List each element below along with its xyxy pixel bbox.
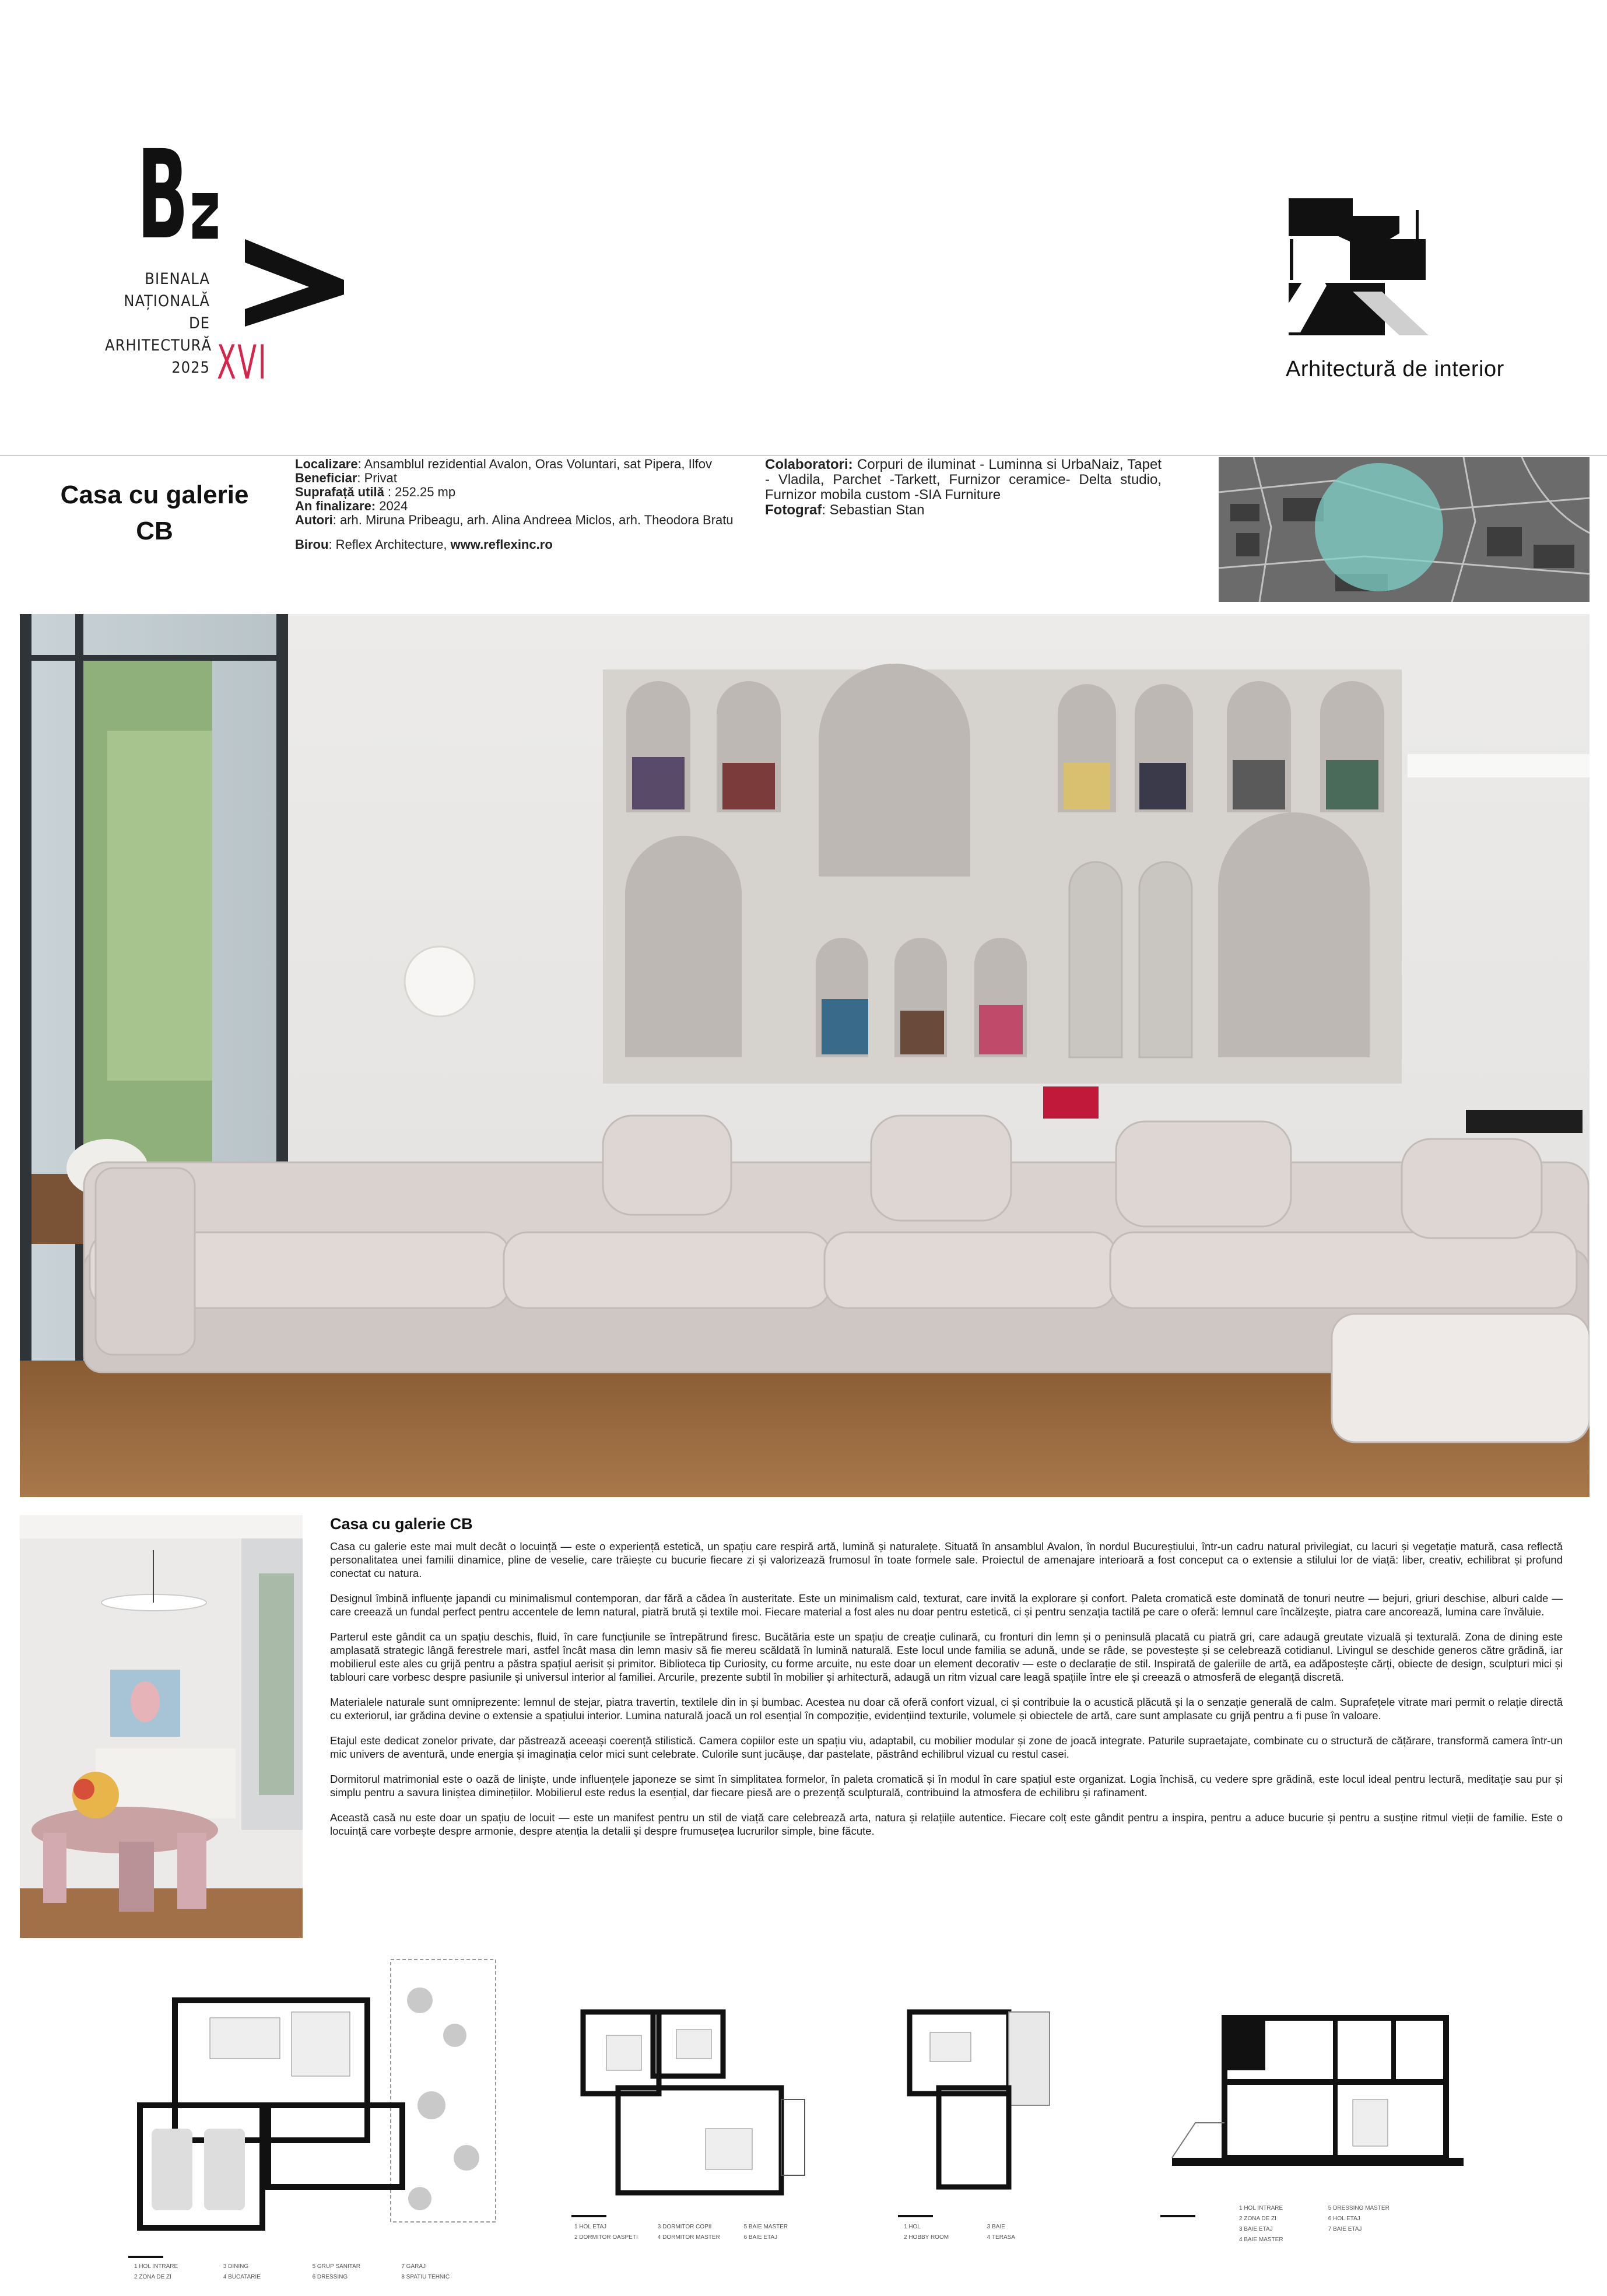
legend-item: 1 HOL INTRARE — [134, 2263, 178, 2270]
description-paragraph: Casa cu galerie este mai mult decât o locuință — este o experiență estetică, un spațiu care respiră artă, lumină și naturalețe. Situată în ansamblul Avalon, în nordul Bucureștiului, într-un cadru natural privilegiat, cu lacuri și vegetație matură, casa reflectă personalitatea unei familii dinamice, pline de veselie, care trăiește cu bucurie fiecare zi și valorizează frumosul în toate formele sale. Proiectul de amenajare interioară a fost conceput ca o extensie a stilului lor de viață: liber, creativ, echilibrat și profund conectat cu natura. — [330, 1540, 1563, 1579]
legend-item: 5 DRESSING MASTER — [1328, 2205, 1390, 2211]
header-divider — [0, 455, 1607, 456]
legend-item: 8 SPATIU TEHNIC — [401, 2274, 450, 2280]
dining-room-photo — [20, 1515, 303, 1938]
legend-item: 4 TERASA — [987, 2234, 1015, 2241]
office-label: Birou — [295, 537, 329, 552]
biennale-line: BIENALA — [145, 270, 210, 288]
legend-item: 6 DRESSING — [312, 2274, 348, 2280]
legend-item: 5 GRUP SANITAR — [312, 2263, 360, 2270]
legend-item: 6 HOL ETAJ — [1328, 2216, 1360, 2222]
area-value: : 252.25 mp — [384, 485, 456, 499]
living-room-photo — [20, 614, 1590, 1497]
biennale-line: ARHITECTURĂ — [105, 336, 212, 355]
project-title-line: Casa cu galerie — [60, 481, 249, 509]
project-title — [47, 477, 262, 549]
attic-floor-plan — [898, 2000, 1073, 2222]
legend-item: 2 ZONA DE ZI — [134, 2274, 171, 2280]
collaborators-label: Colaboratori: — [765, 457, 853, 472]
area-label: Suprafață utilă — [295, 485, 384, 499]
edition-number: XVI — [217, 335, 268, 390]
legend-item: 6 BAIE ETAJ — [743, 2234, 778, 2241]
legend-item: 1 HOL INTRARE — [1239, 2205, 1283, 2211]
credits-info — [765, 457, 1162, 518]
location-value: : Ansamblul rezidential Avalon, Oras Voluntari, sat Pipera, Ilfov — [357, 457, 712, 471]
year-label: An finalizare: — [295, 499, 376, 513]
section-legend — [1239, 2203, 1426, 2245]
legend-item: 1 HOL ETAJ — [574, 2224, 607, 2230]
legend-item: 3 DORMITOR COPII — [657, 2224, 712, 2230]
description-paragraph: Designul îmbină influențe japandi cu minimalismul contemporan, dar fără a cădea în austeritate. Este un minimalism cald, texturat, care invită la explorare și confort. Paleta cromatică este dominată de tonuri neutre — bejuri, griuri deschise, alburi calde — care creează un fundal perfect pentru accentele de lemn natural, piatră brută și textile moi. Fiecare material a fost ales nu doar pentru estetică, ci și pentru senzația tactilă pe care o oferă: lemnul care încălzește, piatra care ancorează, lumina care învăluie. — [330, 1592, 1563, 1618]
authors-value: : arh. Miruna Pribeagu, arh. Alina Andreea Miclos, arh. Theodora Bratu — [332, 513, 734, 527]
biennale-line: 2025 — [171, 359, 210, 377]
legend-item: 3 DINING — [223, 2263, 249, 2270]
logo-letter-a-mark — [245, 227, 344, 327]
project-title-code: CB — [136, 517, 173, 545]
first-floor-plan — [571, 2000, 816, 2222]
legend-item: 1 HOL — [904, 2224, 921, 2230]
description-paragraph: Această casă nu este doar un spațiu de locuit — este un manifest pentru un stil de viață care celebrează arta, natura și relațiile autentice. Fiecare colț este gândit pentru a inspira, pentru a aduce bucurie și pentru a susține ritmul vieții de familie. Este o locuință care vorbește despre armonie, despre atenția la detalii și despre frumusețea lucrurilor simple, bine făcute. — [330, 1811, 1563, 1837]
legend-item: 2 HOBBY ROOM — [904, 2234, 949, 2241]
legend-item: 7 GARAJ — [401, 2263, 426, 2270]
description-paragraph: Materialele naturale sunt omniprezente: lemnul de stejar, piatra travertin, textilele din in și bumbac. Acestea nu doar că oferă confort vizual, ci și contribuie la o acustică plăcută și la o senzație generală de calm. Suprafețele vitrate mari permit o relație directă cu exteriorul, iar grădina devine o extensie a spațiului interior. Lumina naturală joacă un rol esențial în compoziție, evidențiind texturile, volumele și obiectele de artă, care sunt amplasate cu grijă pentru a fi puse în valoare. — [330, 1696, 1563, 1722]
legend-item: 4 DORMITOR MASTER — [657, 2234, 720, 2241]
legend-item: 3 BAIE ETAJ — [1239, 2226, 1273, 2232]
biennale-lines — [105, 268, 210, 379]
photographer-value: : Sebastian Stan — [822, 502, 925, 518]
category-label: Arhitectură de interior — [1286, 357, 1504, 381]
collaborators-value: Corpuri de iluminat - Luminna si UrbaNaiz, Tapet - Vladila, Parchet -Tarkett, Furnizor ceramice- Delta studio, Furnizor mobila custom -SIA Furniture — [765, 457, 1162, 503]
year-value: 2024 — [376, 499, 408, 513]
client-label: Beneficiar — [295, 471, 357, 485]
legend-item: 2 ZONA DE ZI — [1239, 2216, 1276, 2222]
first-floor-legend — [574, 2222, 825, 2243]
office-website-link[interactable]: www.reflexinc.ro — [450, 537, 553, 552]
project-info — [295, 457, 744, 552]
legend-item: 4 BAIE MASTER — [1239, 2237, 1283, 2243]
client-value: : Privat — [357, 471, 397, 485]
description-paragraph: Dormitorul matrimonial este o oază de liniște, unde influențele japoneze se simt în simplitatea formelor, în paleta cromatică și în modul în care spațiul este organizat. Logia închisă, cu vedere spre grădină, este locul ideal pentru lectură, meditație sau pur și simplu pentru a savura liniștea diminețiilor. Mobilierul este redus la esențial, dar fiecare piesă are o prezență sculpturală, contribuind la atmosfera de echilibru și rafinament. — [330, 1773, 1563, 1799]
legend-item: 7 BAIE ETAJ — [1328, 2226, 1362, 2232]
legend-item: 3 BAIE — [987, 2224, 1005, 2230]
location-map — [1219, 457, 1590, 602]
description-paragraph: Parterul este gândit ca un spațiu deschis, fluid, în care funcțiunile se întrepătrund firesc. Bucătăria este un spațiu de creație culinară, cu fronturi din lemn și o peninsulă placată cu piatră gri, care adaugă greutate vizuală și texturală. Zona de dining este amplasată strategic lângă ferestrele mari, astfel încât masa din lemn masiv să fie mereu scăldată în lumină naturală. Este locul unde familia se adună, unde se râde, se povestește și se celebrează cotidianul. Livingul se deschide generos către grădină, iar mobilierul este ales cu grijă pentru a păstra spațiul aerisit și primitor. Biblioteca tip Curiosity, cu forme arcuite, nu este doar un element decorativ — este o declarație de stil. Inspirată de galeriile de artă, ea adăpostește cărți, obiecte de design, sculpturi mici și tablouri care vorbesc despre pasiunile și universul interior al familiei. Arcurile, prezente subtil în mobilier și arhitectură, adaugă un ritm vizual care leagă spațiile între ele și creează o atmosferă de eleganță discretă. — [330, 1631, 1563, 1683]
legend-item: 2 DORMITOR OASPETI — [574, 2234, 638, 2241]
legend-item: 4 BUCATARIE — [223, 2274, 261, 2280]
photographer-label: Fotograf — [765, 502, 822, 518]
biennale-line: DE — [188, 314, 210, 332]
description-body — [330, 1540, 1563, 1849]
biennale-logo — [105, 124, 362, 414]
authors-label: Autori — [295, 513, 333, 527]
attic-floor-legend — [904, 2222, 1067, 2243]
ground-floor-plan — [128, 1954, 501, 2269]
description-paragraph: Etajul este dedicat zonelor private, dar păstrează aceeași coerență stilistică. Camera copiilor este un spațiu viu, adaptabil, cu mobilier modular și zone de joacă integrate. Paturile supraetajate, combinate cu o structură de cățărare, transformă camera într-un mic univers de aventură, unde energia și imaginația celor mici sunt celebrate. Culorile sunt jucăușe, dar pastelate, păstrând echilibrul vizual cu restul casei. — [330, 1734, 1563, 1760]
ground-floor-legend — [134, 2262, 484, 2283]
office-value: : Reflex Architecture, — [328, 537, 451, 552]
interior-architecture-icon — [1283, 192, 1434, 338]
biennale-line: NAȚIONALĂ — [124, 292, 210, 310]
legend-item: 5 BAIE MASTER — [743, 2224, 788, 2230]
location-label: Localizare — [295, 457, 358, 471]
logo-letter-n: N — [184, 187, 224, 246]
logo-letter-b: B — [137, 124, 189, 267]
description-title: Casa cu galerie CB — [330, 1515, 473, 1533]
